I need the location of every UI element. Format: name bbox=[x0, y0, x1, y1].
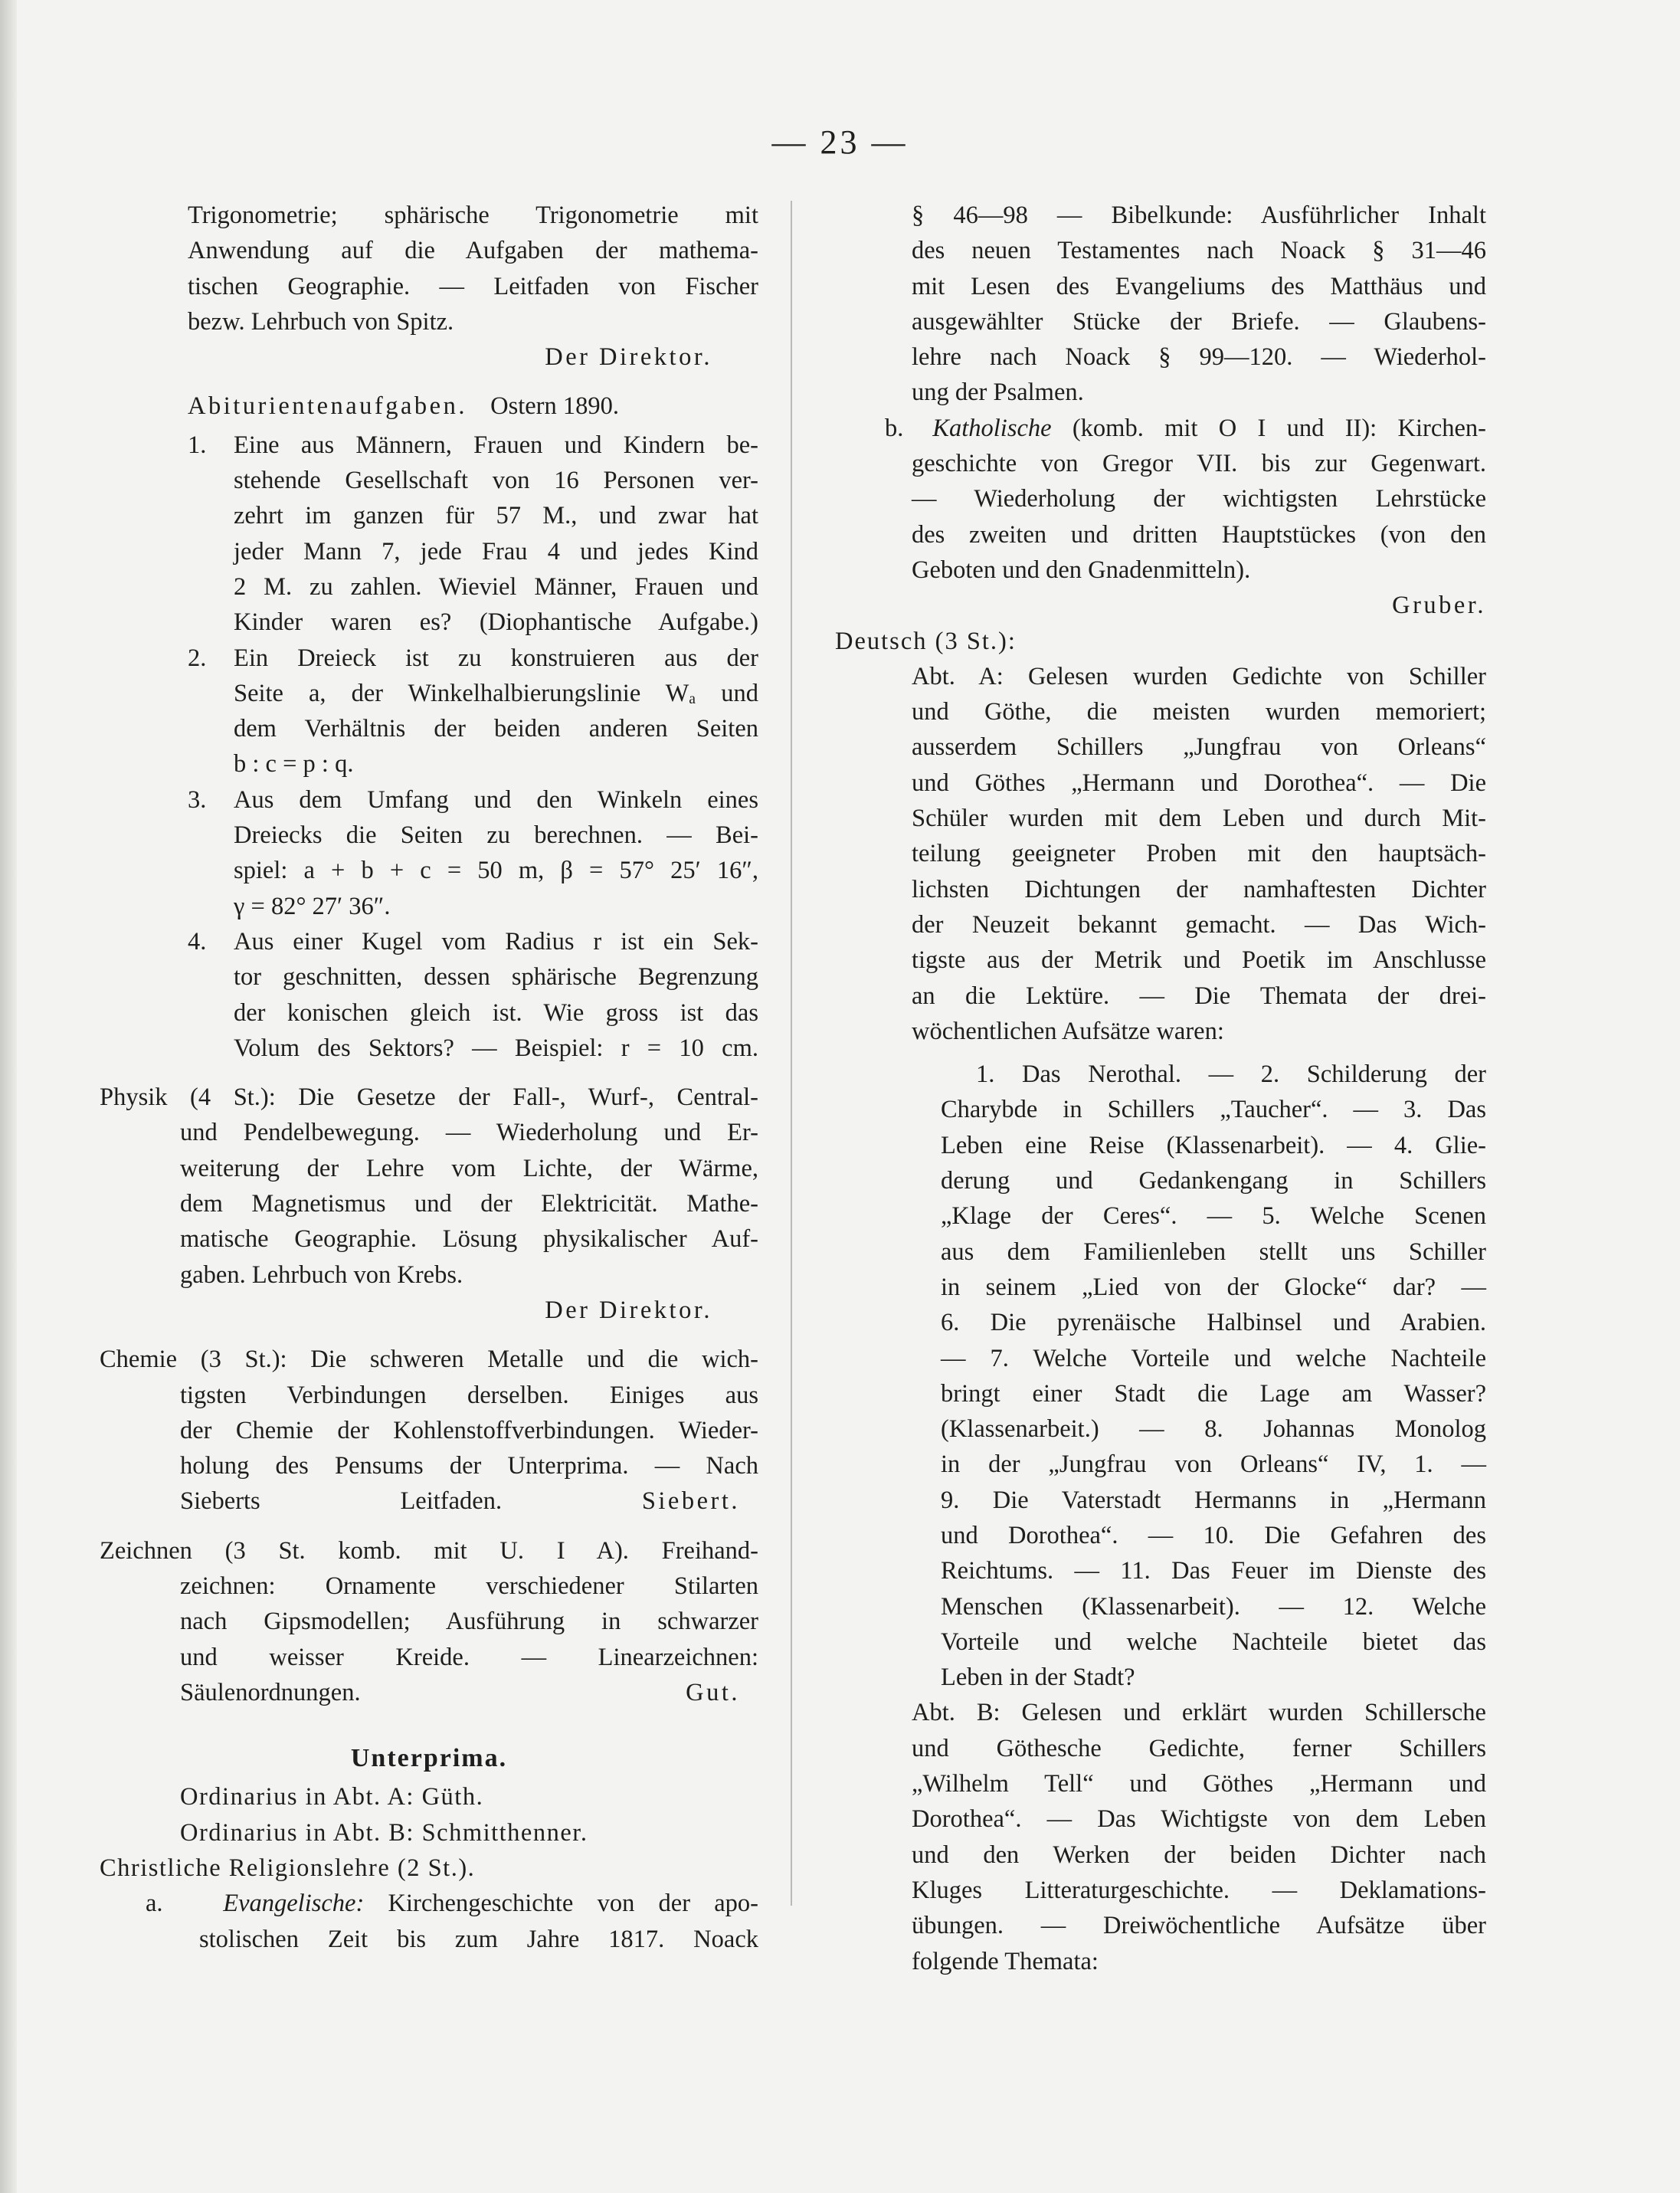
religion-heading: Christliche Religionslehre (2 St.). bbox=[100, 1854, 476, 1883]
text-line: Anwendung auf die Aufgaben der mathema- bbox=[188, 237, 758, 265]
text-line: Vorteile und welche Nachteile bietet das bbox=[941, 1628, 1486, 1656]
text-line: des zweiten und dritten Hauptstückes (von den bbox=[912, 520, 1486, 549]
bibel-block bbox=[835, 198, 1486, 411]
zeichnen-block bbox=[100, 1533, 758, 1710]
chemie-block bbox=[100, 1342, 758, 1519]
text-line: Leben eine Reise (Klassenarbeit). — 4. Glie- bbox=[941, 1131, 1486, 1159]
text-line: 2 M. zu zahlen. Wieviel Männer, Frauen und bbox=[234, 572, 758, 601]
page-edge-shadow bbox=[0, 0, 17, 2193]
text-line: ausserdem Schillers „Jungfrau von Orleans“ bbox=[912, 733, 1486, 762]
abitur-heading: Abiturientenaufgaben. bbox=[188, 392, 467, 421]
text-line: 6. Die pyrenäische Halbinsel und Arabien. bbox=[941, 1309, 1486, 1337]
text-line: der Neuzeit bekannt gemacht. — Das Wich- bbox=[912, 910, 1486, 939]
text-line: b : c = p : q. bbox=[234, 750, 354, 779]
text-line: Seite a, der Winkelhalbierungslinie Wₐ und bbox=[234, 679, 758, 707]
text-line bbox=[180, 1483, 758, 1519]
text-line: übungen. — Dreiwöchentliche Aufsätze über bbox=[912, 1912, 1486, 1940]
text-line: und Göthesche Gedichte, ferner Schillers bbox=[912, 1734, 1486, 1762]
text-line: und weisser Kreide. — Linearzeichnen: bbox=[180, 1643, 758, 1671]
text-line: aus dem Familienleben stellt uns Schiller bbox=[941, 1237, 1486, 1266]
text-line: § 46—98 — Bibelkunde: Ausführlicher Inhalt bbox=[912, 202, 1486, 229]
text-line: Schüler wurden mit dem Leben und durch Mit- bbox=[912, 805, 1486, 833]
left-column bbox=[100, 198, 758, 1957]
signature-gruber: Gruber. bbox=[1392, 592, 1486, 620]
text-line: derung und Gedankengang in Schillers bbox=[941, 1167, 1486, 1195]
text-line: Abt. B: Gelesen und erklärt wurden Schillersche bbox=[912, 1699, 1486, 1727]
task-item bbox=[188, 428, 758, 641]
task-item bbox=[188, 924, 758, 1066]
text-line: γ = 82° 27′ 36″. bbox=[234, 892, 391, 920]
text-line: Leben in der Stadt? bbox=[941, 1664, 1135, 1692]
text-line: Zeichnen (3 St. komb. mit U. I A). Freihand- bbox=[100, 1536, 758, 1565]
text-line bbox=[180, 1675, 758, 1710]
kath-label: b. bbox=[885, 414, 904, 442]
kath-title: Katholische bbox=[932, 414, 1052, 442]
abt-a-block bbox=[835, 659, 1486, 1049]
text-line: ung der Psalmen. bbox=[912, 379, 1084, 407]
text-line: 1. Das Nerothal. — 2. Schilderung der bbox=[976, 1060, 1486, 1089]
text-line: — 7. Welche Vorteile und welche Nachteile bbox=[941, 1344, 1486, 1372]
text-line: und Göthes „Hermann und Dorothea“. — Die bbox=[912, 769, 1486, 797]
evang-title: Evangelische: bbox=[223, 1890, 365, 1918]
physik-block bbox=[100, 1080, 758, 1328]
text-line: stolischen Zeit bis zum Jahre 1817. Noack bbox=[199, 1925, 758, 1953]
text-line: Trigonometrie; sphärische Trigonometrie mit bbox=[188, 202, 758, 229]
task-item bbox=[188, 641, 758, 782]
text-line: teilung geeigneter Proben mit den hauptsäch- bbox=[912, 840, 1486, 868]
unterprima-heading: Unterprima. bbox=[350, 1744, 508, 1773]
column-divider bbox=[791, 201, 792, 1906]
text-line: nach Gipsmodellen; Ausführung in schwarzer bbox=[180, 1608, 758, 1636]
text-line: Abt. A: Gelesen wurden Gedichte von Schiller bbox=[912, 662, 1486, 690]
task-number: 3. bbox=[188, 785, 207, 814]
text-line: mit Lesen des Evangeliums des Matthäus und bbox=[912, 272, 1486, 300]
text-line: (Klassenarbeit.) — 8. Johannas Monolog bbox=[941, 1415, 1486, 1444]
text-line: stehende Gesellschaft von 16 Personen ver- bbox=[234, 467, 758, 495]
text-line: jeder Mann 7, jede Frau 4 und jedes Kind bbox=[234, 537, 758, 565]
task-number: 2. bbox=[188, 644, 207, 672]
text-line: und den Werken der beiden Dichter nach bbox=[912, 1841, 1486, 1869]
text-line: tigsten Verbindungen derselben. Einiges aus bbox=[180, 1381, 758, 1409]
text-line: lichsten Dichtungen der namhaftesten Dichter bbox=[912, 875, 1486, 903]
text-line bbox=[146, 1886, 758, 1921]
text-line: zehrt im ganzen für 57 M., und zwar hat bbox=[234, 502, 758, 530]
evang-label: a. bbox=[146, 1890, 163, 1918]
text-fragment: Kirchengeschichte von der apo- bbox=[388, 1890, 759, 1918]
text-fragment: (komb. mit O I und II): Kirchen- bbox=[1072, 414, 1486, 442]
evangelisch-block bbox=[100, 1886, 758, 1957]
text-line: Kinder waren es? (Diophantische Aufgabe.) bbox=[234, 608, 758, 637]
deutsch-heading: Deutsch (3 St.): bbox=[835, 627, 1017, 655]
task-number: 4. bbox=[188, 927, 207, 956]
text-line: lehre nach Noack § 99—120. — Wiederhol- bbox=[912, 343, 1486, 372]
text-line: gaben. Lehrbuch von Krebs. bbox=[180, 1260, 463, 1289]
text-line: Physik (4 St.): Die Gesetze der Fall-, Wurf-, Central- bbox=[100, 1083, 758, 1112]
text-line: wöchentlichen Aufsätze waren: bbox=[912, 1017, 1224, 1045]
text-line: tor geschnitten, dessen sphärische Begrenzung bbox=[234, 963, 758, 992]
text-line: weiterung der Lehre vom Lichte, der Wärme, bbox=[180, 1154, 758, 1182]
text-line bbox=[885, 411, 1486, 446]
text-line: des neuen Testamentes nach Noack § 31—46 bbox=[912, 237, 1486, 265]
text-line: der Chemie der Kohlenstoffverbindungen. Wieder- bbox=[180, 1416, 758, 1444]
ordinarius-block bbox=[100, 1779, 758, 1850]
task-number: 1. bbox=[188, 431, 207, 459]
text-fragment: Säulenordnungen. bbox=[180, 1678, 361, 1706]
text-line: tigste aus der Metrik und Poetik im Anschlusse bbox=[912, 946, 1486, 975]
abitur-date: Ostern 1890. bbox=[490, 392, 620, 421]
text-line: Reichtums. — 11. Das Feuer im Dienste des bbox=[941, 1557, 1486, 1585]
text-line: holung des Pensums der Unterprima. — Nach bbox=[180, 1452, 758, 1480]
text-line: „Wilhelm Tell“ und Göthes „Hermann und bbox=[912, 1770, 1486, 1798]
text-line: bringt einer Stadt die Lage am Wasser? bbox=[941, 1379, 1486, 1408]
text-line: und Pendelbewegung. — Wiederholung und Er- bbox=[180, 1119, 758, 1147]
text-line: spiel: a + b + c = 50 m, β = 57° 25′ 16″, bbox=[234, 857, 758, 885]
signature-direktor: Der Direktor. bbox=[545, 1296, 712, 1324]
text-line: an die Lektüre. — Die Themata der drei- bbox=[912, 982, 1486, 1010]
text-line: Aus dem Umfang und den Winkeln eines bbox=[234, 785, 758, 814]
text-line: Eine aus Männern, Frauen und Kindern be- bbox=[234, 431, 758, 459]
text-line: Aus einer Kugel vom Radius r ist ein Sek- bbox=[234, 927, 758, 956]
text-line: Ein Dreieck ist zu konstruieren aus der bbox=[234, 644, 758, 672]
text-line: — Wiederholung der wichtigsten Lehrstücke bbox=[912, 485, 1486, 513]
signature-siebert: Siebert. bbox=[641, 1487, 740, 1516]
text-line: und Göthe, die meisten wurden memoriert; bbox=[912, 698, 1486, 726]
katholisch-block bbox=[835, 411, 1486, 624]
text-line: dem Magnetismus und der Elektricität. Mathe- bbox=[180, 1190, 758, 1218]
text-line: in seinem „Lied von der Glocke“ dar? — bbox=[941, 1273, 1486, 1301]
text-fragment: Sieberts Leitfaden. bbox=[180, 1487, 503, 1516]
text-line: Menschen (Klassenarbeit). — 12. Welche bbox=[941, 1592, 1486, 1621]
ordinarius-b: Ordinarius in Abt. B: Schmitthenner. bbox=[180, 1818, 588, 1847]
text-line: geschichte von Gregor VII. bis zur Gegenwart. bbox=[912, 450, 1486, 478]
text-line: der konischen gleich ist. Wie gross ist das bbox=[234, 998, 758, 1027]
text-line: und Dorothea“. — 10. Die Gefahren des bbox=[941, 1521, 1486, 1549]
page-number: — 23 — bbox=[771, 123, 909, 161]
themes-block bbox=[835, 1057, 1486, 1695]
text-line: bezw. Lehrbuch von Spitz. bbox=[188, 307, 454, 336]
text-line: folgende Themata: bbox=[912, 1947, 1099, 1975]
text-line: zeichnen: Ornamente verschiedener Stilarten bbox=[180, 1572, 758, 1600]
text-line: Dorothea“. — Das Wichtigste von dem Leben bbox=[912, 1805, 1486, 1834]
text-line: matische Geographie. Lösung physikalischer Auf- bbox=[180, 1225, 758, 1254]
text-line: Dreiecks die Seiten zu berechnen. — Bei- bbox=[234, 821, 758, 850]
text-line: ausgewählter Stücke der Briefe. — Glaubens- bbox=[912, 307, 1486, 336]
text-line: Volum des Sektors? — Beispiel: r = 10 cm. bbox=[234, 1034, 758, 1062]
text-line: Chemie (3 St.): Die schweren Metalle und die wich- bbox=[100, 1346, 758, 1374]
abitur-tasks bbox=[100, 428, 758, 1066]
text-line: in der „Jungfrau von Orleans“ IV, 1. — bbox=[941, 1451, 1486, 1479]
task-item bbox=[188, 782, 758, 924]
text-line: Kluges Litteraturgeschichte. — Deklamations- bbox=[912, 1876, 1486, 1904]
ordinarius-a: Ordinarius in Abt. A: Güth. bbox=[180, 1783, 484, 1811]
right-column bbox=[835, 198, 1486, 1979]
abt-b-block bbox=[835, 1695, 1486, 1978]
text-line: Geboten und den Gnadenmitteln). bbox=[912, 556, 1251, 584]
text-line: tischen Geographie. — Leitfaden von Fischer bbox=[188, 272, 758, 300]
signature-gut: Gut. bbox=[686, 1678, 740, 1706]
abitur-heading-line bbox=[100, 388, 758, 424]
text-line: Charybde in Schillers „Taucher“. — 3. Das bbox=[941, 1096, 1486, 1124]
trig-block bbox=[100, 198, 758, 375]
signature-direktor: Der Direktor. bbox=[545, 343, 712, 372]
text-line: „Klage der Ceres“. — 5. Welche Scenen bbox=[941, 1202, 1486, 1231]
text-line: dem Verhältnis der beiden anderen Seiten bbox=[234, 715, 758, 743]
text-line: 9. Die Vaterstadt Hermanns in „Hermann bbox=[941, 1486, 1486, 1514]
